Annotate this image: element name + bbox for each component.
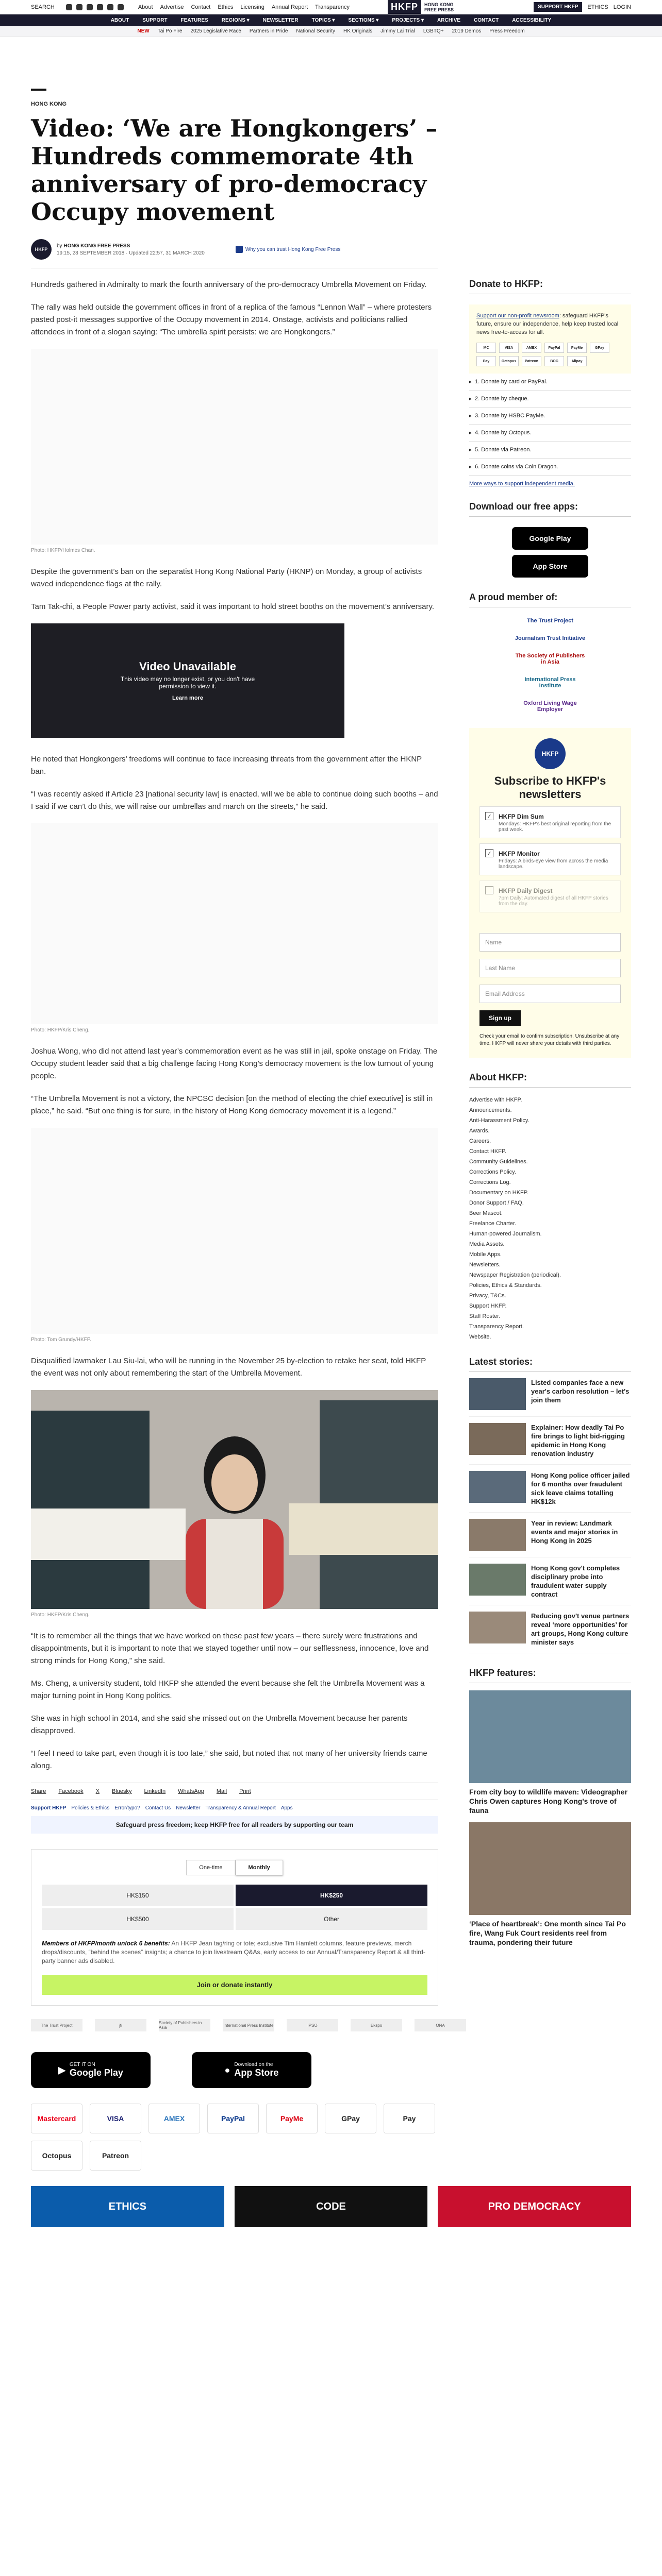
nav-features[interactable]: FEATURES <box>180 17 208 23</box>
feature-image <box>469 1690 631 1783</box>
banner-ethics[interactable]: ETHICS <box>31 2186 224 2227</box>
paypal-icon: PayPal <box>207 2104 259 2133</box>
about-link[interactable]: Donor Support / FAQ. <box>469 1200 524 1206</box>
video-learn-more[interactable]: Learn more <box>172 695 203 701</box>
about-link[interactable]: Announcements. <box>469 1107 512 1113</box>
mastercard-icon: MC <box>476 343 496 353</box>
story-thumb <box>469 1612 526 1643</box>
nav-about[interactable]: ABOUT <box>110 17 129 23</box>
banner-pro-democracy[interactable]: PRO DEMOCRACY <box>438 2186 631 2227</box>
email-field[interactable]: Email Address <box>479 985 621 1003</box>
nav-newsletter[interactable]: NEWSLETTER <box>262 17 299 23</box>
author-name[interactable]: HONG KONG FREE PRESS <box>63 243 130 249</box>
about-link[interactable]: Corrections Policy. <box>469 1169 516 1175</box>
sub-nav <box>0 26 662 37</box>
share-whatsapp[interactable]: WhatsApp <box>178 1788 204 1794</box>
share-button[interactable]: Share <box>31 1788 46 1794</box>
top-link-advertise[interactable]: Advertise <box>160 4 184 10</box>
checkbox-checked-icon[interactable]: ✓ <box>485 849 493 857</box>
latest-story[interactable]: Hong Kong gov't completes disciplinary probe into fraudulent water supply contract <box>469 1557 631 1605</box>
app-store-button[interactable]: App Store <box>512 555 588 578</box>
newsletter-option[interactable]: HKFP Daily Digest 7pm Daily: Automated digest of all HKFP stories from the day. <box>479 880 621 912</box>
paragraph: “I feel I need to take part, even though it is too late,” she said, but noted that not many of her university friends came along. <box>31 1749 427 1770</box>
safeguard-banner[interactable]: Safeguard press freedom; keep HKFP free for all readers by supporting our team <box>31 1816 438 1834</box>
share-linkedin[interactable]: LinkedIn <box>144 1788 166 1794</box>
article-photo <box>31 823 438 1024</box>
donate-method[interactable]: ▸ 4. Donate by Octopus. <box>469 425 631 442</box>
subnav-item[interactable]: 2019 Demos <box>452 28 482 34</box>
about-link[interactable]: Contact HKFP. <box>469 1148 506 1155</box>
story-thumb <box>469 1378 526 1410</box>
subnav-item[interactable]: 2025 Legislative Race <box>190 28 241 34</box>
member-logo[interactable]: Oxford Living Wage Employer <box>523 700 577 713</box>
member-logo[interactable]: Journalism Trust Initiative <box>515 635 586 641</box>
article-kicker[interactable]: HONG KONG <box>31 101 67 107</box>
main-nav <box>0 14 662 26</box>
about-link[interactable]: Community Guidelines. <box>469 1159 528 1165</box>
subnav-item[interactable]: National Security <box>296 28 335 34</box>
share-print[interactable]: Print <box>239 1788 251 1794</box>
about-link[interactable]: Mobile Apps. <box>469 1251 502 1258</box>
about-link[interactable]: Beer Mascot. <box>469 1210 503 1216</box>
bottom-banner <box>31 2186 631 2227</box>
newsletter-title: Subscribe to HKFP's newsletters <box>494 774 606 801</box>
top-links <box>138 4 350 10</box>
donate-method[interactable]: ▸ 2. Donate by cheque. <box>469 391 631 408</box>
subnav-item[interactable]: Press Freedom <box>489 28 525 34</box>
story-thumb <box>469 1564 526 1596</box>
feature-card[interactable]: From city boy to wildlife maven: Videographer Chris Owen captures Hong Kong's trove of fauna <box>469 1690 631 1815</box>
about-link[interactable]: Freelance Charter. <box>469 1221 517 1227</box>
latest-heading: Latest stories: <box>469 1357 631 1372</box>
features-heading: HKFP features: <box>469 1668 631 1683</box>
nav-archive[interactable]: ARCHIVE <box>437 17 461 23</box>
paragraph: Despite the government’s ban on the separatist Hong Kong National Party (HKNP) on Monday, a group of activists waved independence flags at the rally. <box>31 567 422 588</box>
payment-logos <box>476 343 624 366</box>
about-heading: About HKFP: <box>469 1072 631 1088</box>
member-logo[interactable]: International Press Institute <box>524 676 576 689</box>
partner-logo[interactable]: Ekspo <box>351 2019 402 2031</box>
about-link[interactable]: Human-powered Journalism. <box>469 1231 542 1237</box>
partner-logo[interactable]: ONA <box>415 2019 466 2031</box>
last-name-field[interactable]: Last Name <box>479 959 621 977</box>
newsletter-option[interactable]: ✓ HKFP Monitor Fridays: A birds-eye view from across the media landscape. <box>479 843 621 875</box>
applepay-icon: Pay <box>476 356 496 366</box>
article-dates: 19:15, 28 SEPTEMBER 2018 · Updated 22:57, 31 MARCH 2020 <box>57 250 205 256</box>
trust-link[interactable]: Why you can trust Hong Kong Free Press <box>236 246 341 253</box>
about-list <box>469 1095 631 1342</box>
instagram-icon[interactable] <box>87 4 93 10</box>
photo-caption: Photo: HKFP/Kris Cheng. <box>31 1027 90 1033</box>
paragraph: Hundreds gathered in Admiralty to mark the fourth anniversary of the pro-democracy Umbrella Movement on Friday. <box>31 280 427 289</box>
patreon-icon: Patreon <box>522 356 541 366</box>
frequency-toggle <box>42 1860 427 1875</box>
about-link[interactable]: Transparency Report. <box>469 1324 524 1330</box>
partner-logo[interactable]: IPSO <box>287 2019 338 2031</box>
feature-card[interactable]: ‘Place of heartbreak’: One month since Tai Po fire, Wang Fuk Court residents reel from trauma, pondering their future <box>469 1822 631 1947</box>
google-play-button[interactable]: Google Play <box>512 527 588 550</box>
photo-caption: Photo: HKFP/Holmes Chan. <box>31 548 95 553</box>
youtube-icon[interactable] <box>107 4 113 10</box>
join-button[interactable]: Join or donate instantly <box>42 1975 427 1995</box>
amount-options <box>42 1885 427 1930</box>
top-link-annual[interactable]: Annual Report <box>271 4 308 10</box>
amex-icon: AMEX <box>522 343 541 353</box>
top-link-about[interactable]: About <box>138 4 153 10</box>
checkbox-checked-icon[interactable]: ✓ <box>485 812 493 820</box>
foot-link[interactable]: Contact Us <box>145 1805 171 1811</box>
new-badge: NEW <box>137 28 150 34</box>
subnav-item[interactable]: Tai Po Fire <box>157 28 183 34</box>
support-hkfp-button[interactable]: SUPPORT HKFP <box>534 2 582 12</box>
article-title: Video: ‘We are Hongkongers’ – Hundreds commemorate 4th anniversary of pro-democracy Occupy movement <box>31 114 438 226</box>
kicker-rule <box>31 89 46 91</box>
photo-caption: Photo: HKFP/Kris Cheng. <box>31 1612 90 1618</box>
amex-icon: AMEX <box>148 2104 200 2133</box>
octopus-icon: Octopus <box>31 2141 82 2171</box>
article-photo <box>31 1128 438 1334</box>
top-link-ethics[interactable]: Ethics <box>218 4 234 10</box>
banner-code[interactable]: CODE <box>235 2186 428 2227</box>
boc-icon: BOC <box>544 356 564 366</box>
subnav-item[interactable]: Jimmy Lai Trial <box>380 28 415 34</box>
latest-list <box>469 1372 631 1653</box>
one-time-option[interactable]: One-time <box>186 1860 235 1875</box>
photo-caption: Photo: Tom Grundy/HKFP. <box>31 1337 91 1343</box>
social-icons <box>66 4 124 10</box>
donate-widget <box>31 1849 438 2006</box>
nav-sections[interactable]: SECTIONS ▾ <box>348 17 379 23</box>
more-ways-link[interactable]: More ways to support independent media. <box>469 481 575 487</box>
nav-projects[interactable]: PROJECTS ▾ <box>392 17 424 23</box>
search-button[interactable]: SEARCH <box>31 4 55 10</box>
member-benefits: Members of HKFP/month unlock 6 benefits: An HKFP Jean tag/ring or tote; exclusive Tim Hamlett columns, feature previews, merch drops/discounts, “behind the scenes” insights; a chance to join livestream Q&As, early access to our Annual/Transparency Report & all third-party banner ads disabled. <box>42 1940 425 1964</box>
ethics-link[interactable]: ETHICS <box>587 4 608 10</box>
store-buttons <box>31 2052 631 2088</box>
nav-support[interactable]: SUPPORT <box>142 17 168 23</box>
share-bluesky[interactable]: Bluesky <box>112 1788 132 1794</box>
donate-box: Support our non-profit newsroom: safeguard HKFP's future, ensure our independence, help keep trusted local news free-to-access for all. MC VISA AMEX PayPal PayMe GPay Pay Octopus Patreon BOC Alipay <box>469 304 631 374</box>
article-body <box>31 279 438 2006</box>
login-link[interactable]: LOGIN <box>613 4 631 10</box>
monthly-option[interactable]: Monthly <box>236 1860 283 1875</box>
subnav-item[interactable]: LGBTQ+ <box>423 28 444 34</box>
about-link[interactable]: Privacy, T&Cs. <box>469 1293 506 1299</box>
sidebar <box>469 279 631 2006</box>
partner-logos <box>31 2019 631 2042</box>
about-link[interactable]: Policies, Ethics & Standards. <box>469 1282 542 1289</box>
payme-icon: PayMe <box>567 343 587 353</box>
share-mail[interactable]: Mail <box>216 1788 227 1794</box>
share-x[interactable]: X <box>95 1788 100 1794</box>
nav-topics[interactable]: TOPICS ▾ <box>311 17 335 23</box>
about-link[interactable]: Anti-Harassment Policy. <box>469 1117 529 1124</box>
donate-method[interactable]: ▸ 3. Donate by HSBC PayMe. <box>469 408 631 425</box>
newsletter-logo: HKFP <box>535 738 566 769</box>
visa-icon: VISA <box>90 2104 141 2133</box>
byline <box>31 239 438 268</box>
feature-image <box>469 1822 631 1915</box>
member-heading: A proud member of: <box>469 592 631 607</box>
paragraph: “The Umbrella Movement is not a victory, the NPCSC decision [on the method of electing the chief executive] is still in place,” he said. “But one thing is for sure, in the history of Hong Kong democracy movement it is a legend.” <box>31 1094 433 1115</box>
paragraph: He noted that Hongkongers’ freedoms will continue to face increasing threats from the government after the HKNP ban. <box>31 755 422 776</box>
donate-method[interactable]: ▸ 5. Donate via Patreon. <box>469 442 631 459</box>
about-link[interactable]: Website. <box>469 1334 491 1340</box>
amount-option[interactable]: Other <box>236 1908 427 1930</box>
paragraph: Ms. Cheng, a university student, told HKFP she attended the event because she felt the Umbrella Movement was a major turning point in Hong Kong politics. <box>31 1679 425 1700</box>
about-link[interactable]: Staff Roster. <box>469 1313 501 1319</box>
foot-link[interactable]: Error/typo? <box>114 1805 140 1811</box>
donate-methods <box>469 374 631 476</box>
partner-logo[interactable]: International Press Institute <box>223 2019 274 2031</box>
top-link-transparency[interactable]: Transparency <box>315 4 350 10</box>
gpay-icon: GPay <box>590 343 609 353</box>
about-link[interactable]: Corrections Log. <box>469 1179 511 1185</box>
article-photo-lau <box>31 1390 438 1609</box>
newsletter-box <box>469 728 631 1058</box>
donate-method[interactable]: ▸ 6. Donate coins via Coin Dragon. <box>469 459 631 476</box>
partner-logo[interactable]: The Trust Project <box>31 2019 82 2031</box>
latest-story[interactable]: Reducing gov't venue partners reveal ‘more opportunities’ for art groups, Hong Kong culture minister says <box>469 1605 631 1653</box>
paypal-icon: PayPal <box>544 343 564 353</box>
share-bar <box>31 1783 438 1800</box>
visa-icon: VISA <box>499 343 519 353</box>
story-thumb <box>469 1519 526 1551</box>
about-link[interactable]: Advertise with HKFP. <box>469 1097 522 1103</box>
member-logo[interactable]: The Trust Project <box>527 618 573 624</box>
story-thumb <box>469 1471 526 1503</box>
x-icon[interactable] <box>76 4 82 10</box>
paragraph: She was in high school in 2014, and she said she missed out on the Umbrella Movement because her parents disapproved. <box>31 1714 408 1735</box>
facebook-icon[interactable] <box>66 4 72 10</box>
about-link[interactable]: Support HKFP. <box>469 1303 507 1309</box>
payment-logos-footer <box>31 2104 459 2171</box>
gpay-icon: GPay <box>325 2104 376 2133</box>
foot-link[interactable]: Newsletter <box>176 1805 201 1811</box>
apps-heading: Download our free apps: <box>469 501 631 517</box>
paragraph: “It is to remember all the things that we have worked on these past few years – there surely were frustrations and disappointments, but it is important to note that we stayed together until now – our selflessness, innocence, love and strong minds for Hong Kong,” she said. <box>31 1632 429 1665</box>
video-embed[interactable] <box>31 623 344 738</box>
by-label: by <box>57 243 62 249</box>
foot-link[interactable]: Transparency & Annual Report <box>205 1805 276 1811</box>
app-buttons <box>469 527 631 578</box>
foot-link[interactable]: Policies & Ethics <box>71 1805 110 1811</box>
subnav-item[interactable]: HK Originals <box>343 28 373 34</box>
subnav-item[interactable]: Partners in Pride <box>249 28 288 34</box>
newsletter-note: Check your email to confirm subscription. Unsubscribe at any time. HKFP will never share your details with third parties. <box>479 1033 620 1046</box>
nav-regions[interactable]: REGIONS ▾ <box>221 17 250 23</box>
partner-logo[interactable]: jti <box>95 2019 146 2031</box>
trust-icon <box>236 246 243 253</box>
video-sub: This video may no longer exist, or you don't have permission to view it. <box>120 675 255 690</box>
patreon-icon: Patreon <box>90 2141 141 2171</box>
about-link[interactable]: Newsletters. <box>469 1262 501 1268</box>
donate-heading: Donate to HKFP: <box>469 279 631 294</box>
amount-option-selected[interactable]: HK$250 <box>236 1885 427 1906</box>
photo-illustration <box>31 1390 438 1609</box>
story-thumb <box>469 1423 526 1455</box>
latest-story[interactable]: Listed companies face a new year's carbon resolution – let's join them <box>469 1372 631 1417</box>
partner-logo[interactable]: Society of Publishers in Asia <box>159 2019 210 2031</box>
article-foot-links <box>31 1805 438 1811</box>
payme-icon: PayMe <box>266 2104 318 2133</box>
about-link[interactable]: Newspaper Registration (periodical). <box>469 1272 561 1278</box>
mastercard-icon: Mastercard <box>31 2104 82 2133</box>
paragraph: Tam Tak-chi, a People Power party activist, said it was important to hold street booths on the movement’s anniversary. <box>31 602 435 611</box>
latest-story[interactable]: Hong Kong police officer jailed for 6 months over fraudulent sick leave claims totalling HK$12k <box>469 1465 631 1513</box>
play-icon: ▶ <box>58 2064 65 2075</box>
nav-accessibility[interactable]: ACCESSIBILITY <box>512 17 552 23</box>
paragraph: Disqualified lawmaker Lau Siu-lai, who will be running in the November 25 by-election to retake her seat, told HKFP the event was not only about remembering the start of the Umbrella Movement. <box>31 1357 426 1378</box>
member-logo[interactable]: The Society of Publishers in Asia <box>515 653 585 665</box>
amount-option[interactable]: HK$500 <box>42 1908 234 1930</box>
latest-story[interactable]: Explainer: How deadly Tai Po fire brings to light bid-rigging epidemic in Hong Kong renovation industry <box>469 1417 631 1465</box>
top-link-licensing[interactable]: Licensing <box>240 4 264 10</box>
nav-contact[interactable]: CONTACT <box>474 17 499 23</box>
applepay-icon: Pay <box>384 2104 435 2133</box>
top-link-contact[interactable]: Contact <box>191 4 211 10</box>
donate-link[interactable]: Support our non-profit newsroom <box>476 313 559 319</box>
share-facebook[interactable]: Facebook <box>58 1788 84 1794</box>
checkbox-icon[interactable] <box>485 886 493 894</box>
about-link[interactable]: Awards. <box>469 1128 490 1134</box>
foot-link[interactable]: Support HKFP <box>31 1805 67 1811</box>
donate-method[interactable]: ▸ 1. Donate by card or PayPal. <box>469 374 631 391</box>
paragraph: Joshua Wong, who did not attend last year’s commemoration event as he was still in jail, spoke onstage on Friday. The Occupy student leader said that a big challenge facing Hong Kong’s democracy movement is the low turnout of young people. <box>31 1047 438 1080</box>
alipay-icon: Alipay <box>567 356 587 366</box>
apple-icon: ● <box>224 2064 230 2075</box>
amount-option[interactable]: HK$150 <box>42 1885 234 1906</box>
member-logos <box>469 618 631 713</box>
top-bar <box>0 0 662 14</box>
linkedin-icon[interactable] <box>97 4 103 10</box>
newsletter-option[interactable]: ✓ HKFP Dim Sum Mondays: HKFP's best original reporting from the past week. <box>479 806 621 838</box>
about-link[interactable]: Documentary on HKFP. <box>469 1190 528 1196</box>
foot-link[interactable]: Apps <box>280 1805 293 1811</box>
name-field[interactable]: Name <box>479 933 621 952</box>
signup-button[interactable]: Sign up <box>479 1010 521 1026</box>
paragraph: “I was recently asked if Article 23 [national security law] is enacted, will we be able to continue doing such booths – and I said if we can’t do this, we will raise our umbrellas and march on the streets,” he said. <box>31 790 438 811</box>
author-avatar[interactable]: HKFP <box>31 239 52 260</box>
video-title: Video Unavailable <box>139 660 236 673</box>
octopus-icon: Octopus <box>499 356 519 366</box>
article-photo <box>31 349 438 545</box>
mail-icon[interactable] <box>118 4 124 10</box>
about-link[interactable]: Media Assets. <box>469 1241 505 1247</box>
about-link[interactable]: Careers. <box>469 1138 491 1144</box>
site-logo[interactable]: HKFP HONG KONG FREE PRESS <box>388 0 454 14</box>
paragraph: The rally was held outside the government offices in front of a replica of the famous “Lennon Wall” – where protesters pasted post-it messages supportive of the Occupy movement in 2014. Onstage, activists and politicians rallied attendees in front of a slogan saying: “The umbrella spirit persists: we are Hongkongers.” <box>31 303 432 336</box>
latest-story[interactable]: Year in review: Landmark events and major stories in Hong Kong in 2025 <box>469 1513 631 1557</box>
app-store-badge[interactable]: ● Download on the App Store <box>192 2052 311 2088</box>
google-play-badge[interactable]: ▶ GET IT ON Google Play <box>31 2052 151 2088</box>
